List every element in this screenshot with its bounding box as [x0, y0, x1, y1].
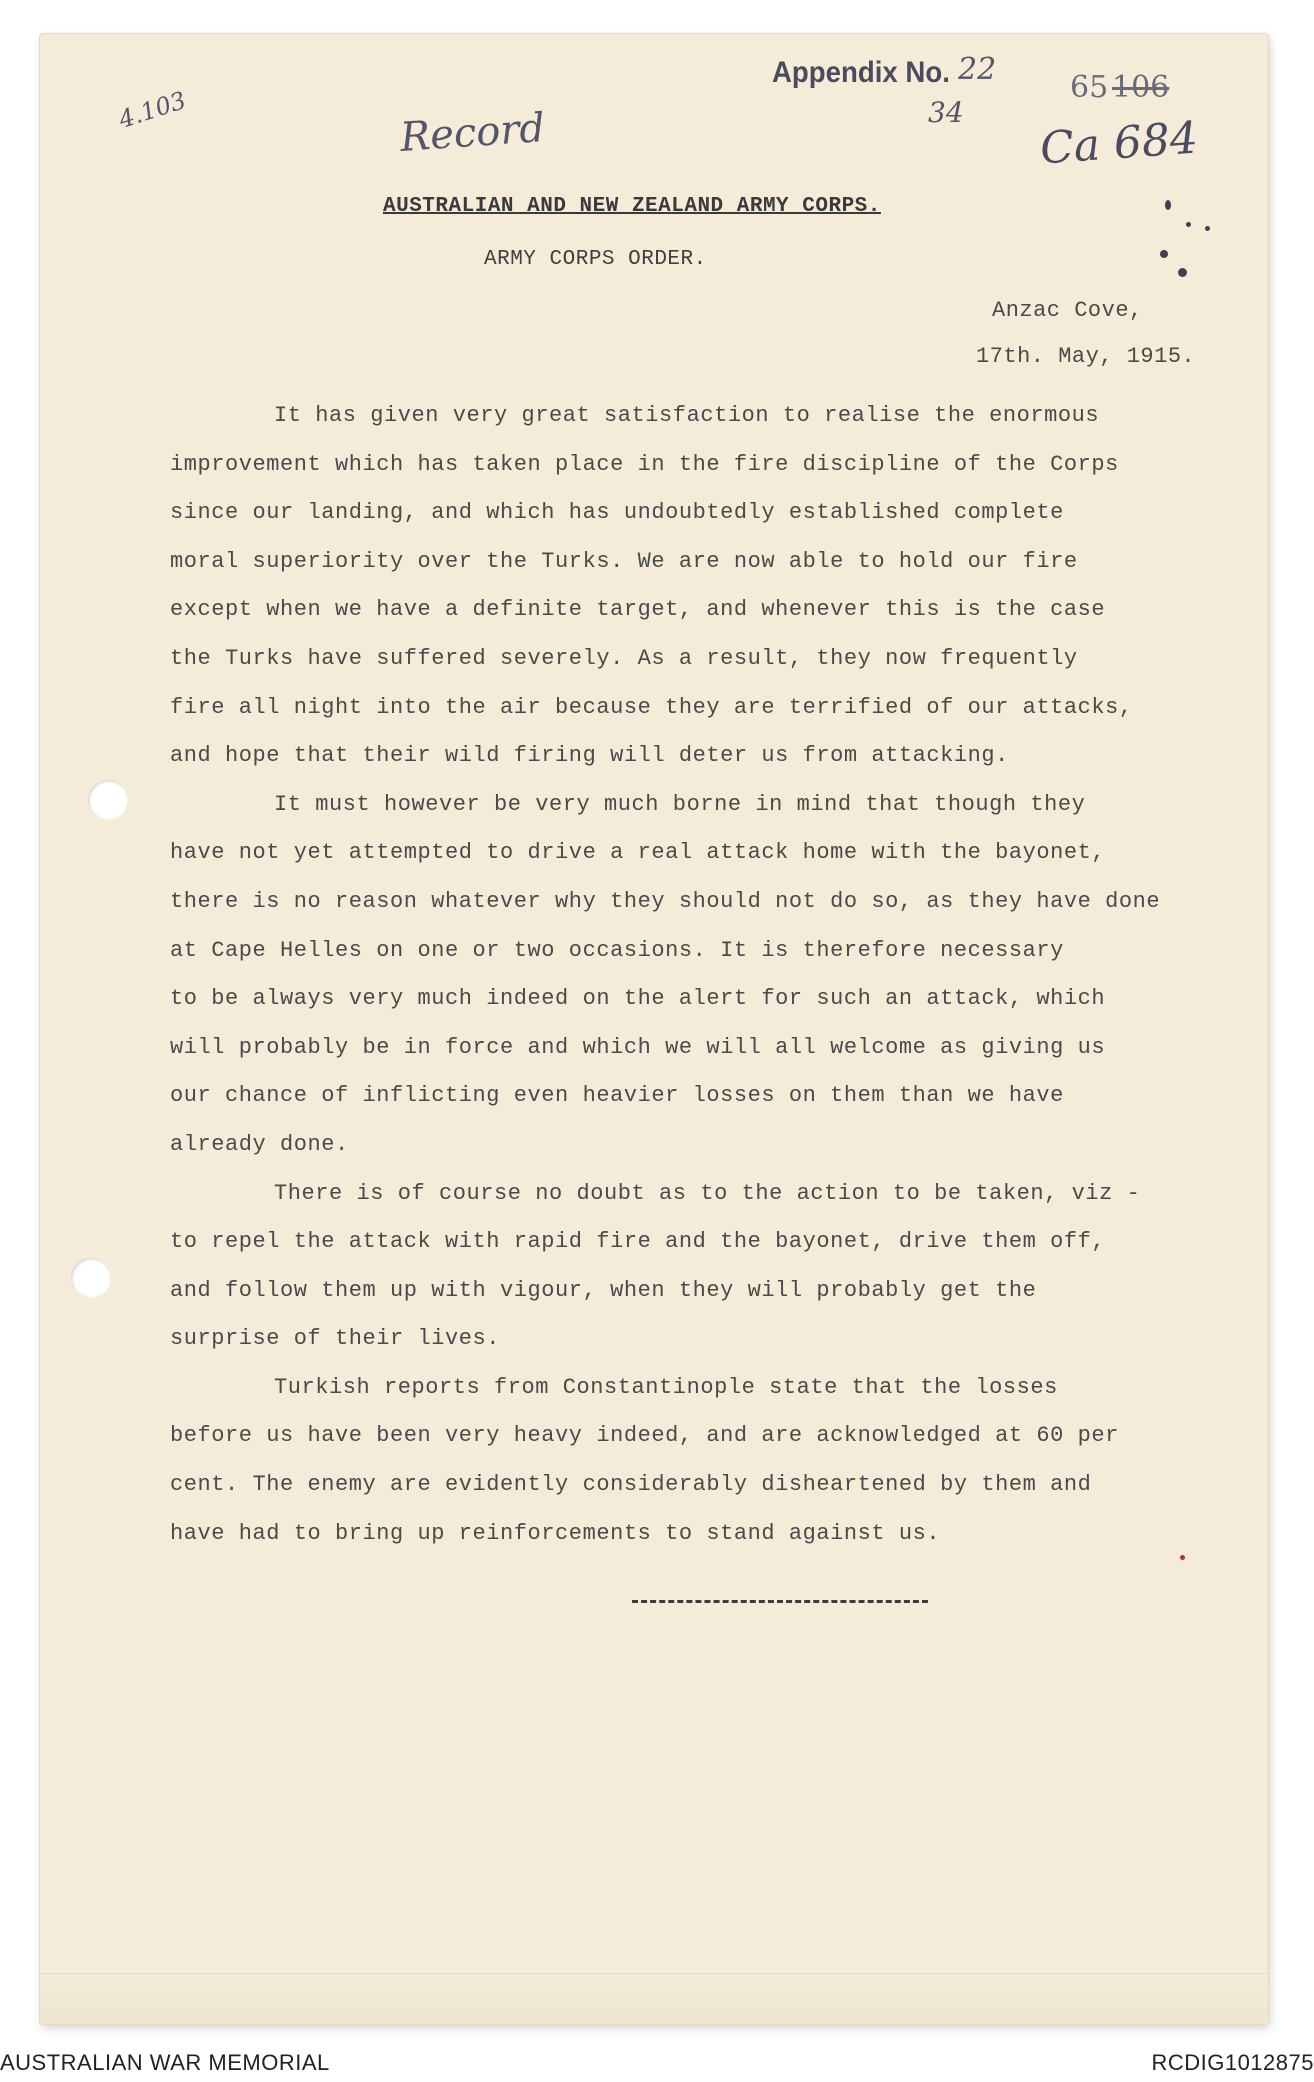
body-line: to repel the attack with rapid fire and the bayonet, drive them off, — [170, 1229, 1106, 1255]
ink-dot — [1165, 200, 1171, 210]
body-line: will probably be in force and which we will all welcome as giving us — [170, 1034, 1106, 1060]
ink-dot — [1205, 226, 1210, 231]
body-line: and hope that their wild firing will deter us from attacking. — [170, 743, 1009, 769]
reference-number: 65 — [1070, 70, 1109, 105]
punch-hole — [71, 1258, 111, 1298]
body-line: at Cape Helles on one or two occasions. It is therefore necessary — [170, 937, 1064, 963]
body-line: Turkish reports from Constantinople state that the losses — [274, 1374, 1058, 1400]
ink-dot — [1178, 268, 1187, 277]
body-line: cent. The enemy are evidently considerably disheartened by them and — [170, 1472, 1092, 1498]
body-line: moral superiority over the Turks. We are now able to hold our fire — [170, 548, 1078, 574]
footer-identifier: RCDIG1012875 — [1151, 2050, 1314, 2075]
body-line: our chance of inflicting even heavier losses on them than we have — [170, 1083, 1064, 1109]
body-line: have not yet attempted to drive a real attack home with the bayonet, — [170, 840, 1106, 866]
document-date: 17th. May, 1915. — [976, 344, 1196, 369]
appendix-stamp: Appendix No. — [772, 56, 950, 89]
body-line: the Turks have suffered severely. As a result, they now frequently — [170, 645, 1078, 671]
body-line: have had to bring up reinforcements to stand against us. — [170, 1520, 941, 1546]
ink-dot — [1186, 222, 1191, 227]
body-line: and follow them up with vigour, when they will probably get the — [170, 1277, 1037, 1303]
document-subheading: ARMY CORPS ORDER. — [484, 248, 707, 271]
footer-institution: AUSTRALIAN WAR MEMORIAL — [0, 2050, 330, 2075]
corner-note: 4.103 — [115, 86, 190, 134]
body-line: already done. — [170, 1131, 349, 1157]
closing-divider — [632, 1600, 928, 1603]
body-line: before us have been very heavy indeed, and are acknowledged at 60 per — [170, 1423, 1119, 1449]
body-line: It has given very great satisfaction to realise the enormous — [274, 403, 1100, 428]
body-line: to be always very much indeed on the alert for such an attack, which — [170, 986, 1106, 1012]
body-line: surprise of their lives. — [170, 1326, 501, 1352]
body-line: fire all night into the air because they are terrified of our attacks, — [170, 694, 1133, 720]
ink-dot — [1160, 250, 1168, 258]
document-heading: AUSTRALIAN AND NEW ZEALAND ARMY CORPS. — [383, 195, 881, 218]
body-line: There is of course no doubt as to the action to be taken, viz - — [274, 1180, 1141, 1206]
body-line: since our landing, and which has undoubtedly established complete — [170, 500, 1064, 526]
document-body — [170, 392, 1250, 1558]
appendix-number: 22 — [958, 52, 997, 87]
body-line: there is no reason whatever why they should not do so, as they have done — [170, 888, 1161, 914]
record-note: Record — [398, 104, 547, 162]
appendix-sub-number: 34 — [928, 96, 964, 129]
reference-number-struck: 106 — [1112, 70, 1170, 105]
document-place: Anzac Cove, — [992, 298, 1143, 323]
catalogue-note: Ca 684 — [1038, 112, 1200, 175]
body-line: It must however be very much borne in mind that though they — [274, 791, 1086, 817]
body-line: except when we have a definite target, and whenever this is the case — [170, 597, 1106, 623]
punch-hole — [88, 780, 128, 820]
body-line: improvement which has taken place in the fire discipline of the Corps — [170, 451, 1119, 477]
